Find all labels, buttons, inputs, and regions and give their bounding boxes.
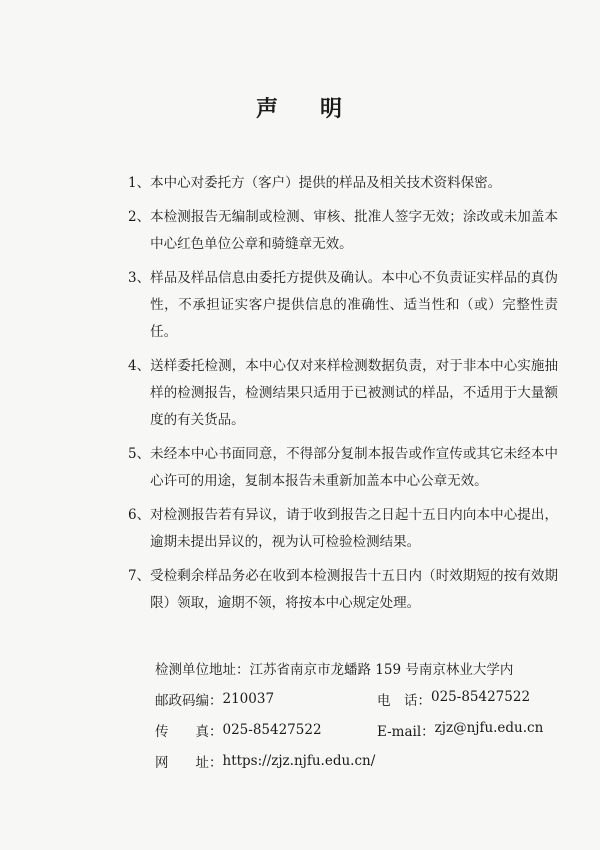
website-value: https://zjz.njfu.edu.cn/ [222, 752, 376, 769]
postcode-label: 邮政码编： [155, 692, 223, 709]
statement-item-6 [128, 502, 558, 556]
statement-list [128, 170, 558, 624]
email-group [377, 720, 543, 740]
website-label: 网 址： [155, 754, 223, 771]
statement-item-1 [128, 170, 558, 197]
statement-item-2 [128, 204, 558, 258]
title-char-2: 明 [320, 97, 345, 122]
address-value: 江苏省南京市龙蟠路 159 号南京林业大学内 [249, 661, 514, 678]
statement-item-3 [128, 265, 558, 346]
address-row [155, 652, 565, 683]
item-text: 未经本中心书面同意，不得部分复制本报告或作宣传或其它未经本中心许可的用途，复制本报告未重新加盖本中心公章无效。 [150, 446, 558, 489]
phone-value: 025-85427522 [431, 688, 531, 705]
item-number: 6、 [128, 507, 151, 523]
statement-item-7 [128, 563, 558, 617]
item-number: 5、 [128, 446, 151, 462]
email-label: E-mail： [377, 723, 435, 740]
fax-value: 025-85427522 [222, 721, 322, 738]
postcode-value: 210037 [222, 690, 275, 707]
email-value: zjz@njfu.edu.cn [434, 719, 544, 736]
page-title [0, 92, 600, 123]
statement-item-5 [128, 441, 558, 495]
item-text: 本检测报告无编制或检测、审核、批准人签字无效；涂改或未加盖本中心红色单位公章和骑缝章无效。 [150, 209, 558, 252]
item-text: 本中心对委托方（客户）提供的样品及相关技术资料保密。 [150, 175, 502, 191]
phone-group [377, 689, 530, 709]
item-text: 受检剩余样品务必在收到本检测报告十五日内（时效期短的按有效期限）领取，逾期不领，将按本中心规定处理。 [150, 568, 558, 611]
statement-item-4 [128, 353, 558, 434]
item-number: 1、 [128, 175, 151, 191]
title-char-1: 声 [255, 97, 280, 122]
fax-email-row [155, 714, 565, 745]
item-number: 3、 [128, 270, 151, 286]
contact-info [155, 652, 565, 776]
website-row [155, 745, 565, 776]
item-text: 样品及样品信息由委托方提供及确认。本中心不负责证实样品的真伪性，不承担证实客户提供信息的准确性、适当性和（或）完整性责任。 [150, 270, 558, 340]
item-number: 7、 [128, 568, 151, 584]
phone-label: 电 话： [377, 692, 431, 709]
item-text: 送样委托检测，本中心仅对来样检测数据负责，对于非本中心实施抽样的检测报告，检测结果只适用于已被测试的样品，不适用于大量额度的有关货品。 [150, 358, 558, 428]
fax-label: 传 真： [155, 723, 223, 740]
address-label: 检测单位地址： [155, 661, 250, 678]
postcode-phone-row [155, 683, 565, 714]
item-text: 对检测报告若有异议，请于收到报告之日起十五日内向本中心提出，逾期未提出异议的，视为认可检验检测结果。 [150, 507, 558, 550]
item-number: 2、 [128, 209, 151, 225]
item-number: 4、 [128, 358, 151, 374]
